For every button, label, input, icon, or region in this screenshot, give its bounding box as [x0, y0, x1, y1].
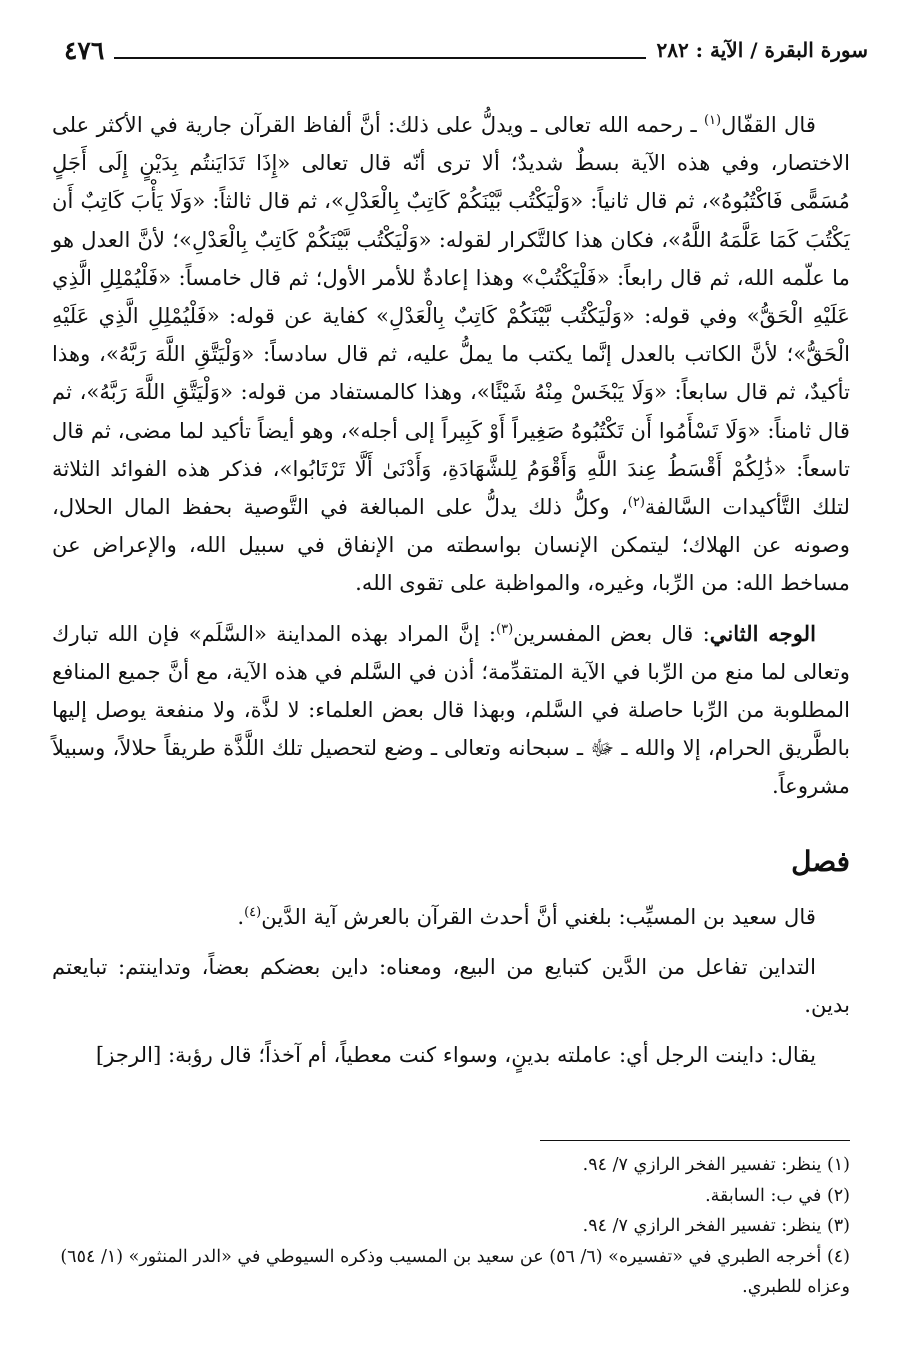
paragraph-qaffal [52, 106, 850, 603]
paragraph-text: ، وكلُّ ذلك يدلُّ على المبالغة في التَّوصية بحفظ المال الحلال، وصونه عن الهلاك؛ ليتمكن الإنسان بواسطته من الإنفاق في سبيل الله، والإعراض عن مساخط الله: من الرِّبا، وغيره، والمواظبة على تقوى الله. [52, 494, 850, 596]
footnote-text: أخرجه الطبري في «تفسيره» (٦/ ٥٦) عن سعيد بن المسيب وذكره السيوطي في «الدر المنثور» (١/ ٦٥٤) وعزاه للطبري. [60, 1246, 850, 1297]
footnote-text: ينظر: تفسير الفخر الرازي ٧/ ٩٤. [582, 1216, 822, 1236]
footnote-3 [52, 1211, 850, 1242]
paragraph-second-aspect [52, 615, 850, 806]
paragraph-tadayun: التداين تفاعل من الدَّين كتبايع من البيع، ومعناه: داين بعضكم بعضاً، وتداينتم: تبايعتم بدين. [52, 953, 850, 1018]
footnotes [52, 1150, 850, 1303]
footnote-1 [52, 1150, 850, 1181]
footnote-separator [540, 1140, 850, 1141]
footnote-marker: (٢) [826, 1185, 850, 1206]
footnote-ref-1: (١) [703, 112, 722, 128]
footnote-2 [52, 1181, 850, 1212]
section-heading: فصل [791, 844, 850, 878]
main-text [52, 106, 850, 1074]
paragraph-saeed [52, 898, 850, 936]
paragraph-text: قال القفّال [721, 112, 817, 137]
footnote-marker: (٣) [826, 1216, 850, 1236]
paragraph-text: : إنَّ المراد بهذه المداينة «السَّلَم» فإن الله تبارك وتعالى لما منع من الرِّبا في الآية المتقدِّمة؛ أذن في السَّلم في هذه الآية، مع أنَّ جميع المنافع المطلوبة من الرِّبا حاصلة في السَّلم، وبهذا قال بعض العلماء: لا لذَّة، ولا منفعة يوصل إليها بالطَّريق الحرام، إلا والله ـ ﷻ ـ سبحانه وتعالى ـ وضع لتحصيل تلك اللَّذَّة طريقاً حلالاً، وسبيلاً مشروعاً. [52, 620, 850, 799]
footnote-text: في ب: السابقة. [705, 1185, 822, 1206]
header-title: سورة البقرة / الآية : ٢٨٢ [656, 38, 868, 62]
footnote-ref-2: (٢) [627, 494, 645, 510]
paragraph-text: . [237, 903, 245, 929]
footnote-text: ينظر: تفسير الفخر الرازي ٧/ ٩٤. [582, 1155, 822, 1175]
paragraph-text: ـ رحمه الله تعالى ـ ويدلُّ على ذلك: أنَّ ألفاظ القرآن جارية في الأكثر على الاختصار، وفي هذه الآية بسطٌ شديدٌ؛ ألا ترى أنّه قال تعالى «إِذَا تَدَايَنتُم بِدَيْنٍ إِلَى أَجَلٍ مُسَمًّى فَاكْتُبُوهُ»، ثم قال ثانياً: «وَلْيَكْتُب بَّيْنَكُمْ كَاتِبٌ بِالْعَدْلِ»، ثم قال ثالثاً: «وَلَا يَأْبَ كَاتِبٌ أَن يَكْتُبَ كَمَا عَلَّمَهُ اللَّهُ»، فكان هذا كالتَّكرار لقوله: «وَلْيَكْتُب بَّيْنَكُمْ كَاتِبٌ بِالْعَدْلِ»؛ لأنَّ العدل هو ما علّمه الله، ثم قال رابعاً: «فَلْيَكْتُبْ» وهذا إعادةٌ للأمر الأول؛ ثم قال خامساً: «فَلْيُمْلِلِ الَّذِي عَلَيْهِ الْحَقُّ» وفي قوله: «وَلْيَكْتُب بَّيْنَكُمْ كَاتِبٌ بِالْعَدْلِ» كفاية عن قوله: «فَلْيُمْلِلِ الَّذِي عَلَيْهِ الْحَقُّ»؛ لأنَّ الكاتب بالعدل إنَّما يكتب ما يملُّ عليه، ثم قال سادساً: «وَلْيَتَّقِ اللَّهَ رَبَّهُ»، وهذا تأكيدٌ، ثم قال سابعاً: «وَلَا يَبْخَسْ مِنْهُ شَيْئًا»، وهذا كالمستفاد من قوله: «وَلْيَتَّقِ اللَّهَ رَبَّهُ»، ثم قال ثامناً: «وَلَا تَسْأَمُوا أَن تَكْتُبُوهُ صَغِيراً أَوْ كَبِيراً إلى أجله»، وهو أيضاً تأكيد لما مضى، ثم قال تاسعاً: «ذَٰلِكُمْ أَقْسَطُ عِندَ اللَّهِ وَأَقْوَمُ لِلشَّهَادَةِ، وَأَدْنَىٰ أَلَّا تَرْتَابُوا»، فذكر هذه الفوائد الثلاثة لتلك التَّأكيدات السَّالفة [52, 112, 851, 520]
footnote-4 [52, 1242, 850, 1303]
page-number: ٤٧٦ [64, 35, 105, 65]
paragraph-lead: الوجه الثاني [709, 620, 816, 646]
footnote-marker: (١) [826, 1155, 850, 1175]
footnote-ref-3: (٣) [496, 621, 514, 637]
footnote-marker: (٤) [826, 1246, 850, 1267]
paragraph-text: قال سعيد بن المسيِّب: بلغني أنَّ أحدث القرآن بالعرش آية الدَّين [261, 903, 816, 929]
footnote-ref-4: (٤) [244, 904, 262, 920]
paragraph-text: : قال بعض المفسرين [513, 620, 710, 646]
header-rule [114, 57, 646, 59]
paragraph-yuqal: يقال: داينت الرجل أي: عاملته بدينٍ، وسواء كنت معطياً، أم آخذاً؛ قال رؤبة: [الرجز] [95, 1042, 816, 1068]
running-header [52, 30, 868, 70]
